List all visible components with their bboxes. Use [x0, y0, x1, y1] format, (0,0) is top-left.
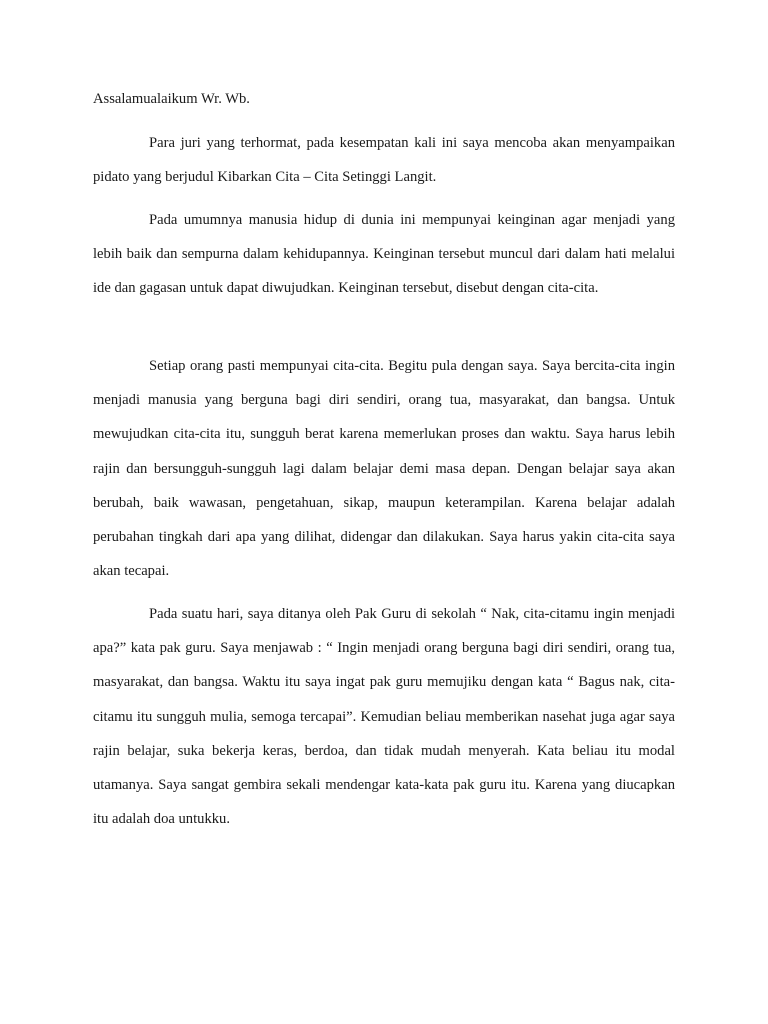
greeting-line: Assalamualaikum Wr. Wb.	[93, 91, 250, 107]
paragraph-teacher-story: Pada suatu hari, saya ditanya oleh Pak Guru di sekolah “ Nak, cita-citamu ingin menjadi apa?” kata pak guru. Saya menjawab : “ Ingin menjadi orang berguna bagi diri sendiri, orang tua, masyarakat, dan bangsa. Waktu itu saya ingat pak guru memujiku dengan kata “ Bagus nak, cita-citamu itu sungguh mulia, semoga tercapai”. Kemudian beliau memberikan nasehat juga agar saya rajin belajar, suka bekerja keras, berdoa, dan tidak mudah menyerah. Kata beliau itu modal utamanya. Saya sangat gembira sekali mendengar kata-kata pak guru itu. Karena yang diucapkan itu adalah doa untukku.	[93, 606, 675, 828]
paragraph-opening: Para juri yang terhormat, pada kesempatan kali ini saya mencoba akan menyampaikan pidato yang berjudul Kibarkan Cita – Cita Setinggi Langit.	[93, 135, 675, 186]
paragraph-aspiration: Pada umumnya manusia hidup di dunia ini mempunyai keinginan agar menjadi yang lebih baik dan sempurna dalam kehidupannya. Keinginan tersebut muncul dari dalam hati melalui ide dan gagasan untuk dapat diwujudkan. Keinginan tersebut, disebut dengan cita-cita.	[93, 212, 675, 297]
paragraph-personal-goal: Setiap orang pasti mempunyai cita-cita. Begitu pula dengan saya. Saya bercita-cita ingin menjadi manusia yang berguna bagi diri sendiri, orang tua, masyarakat, dan bangsa. Untuk mewujudkan cita-cita itu, sungguh berat karena memerlukan proses dan waktu. Saya harus lebih rajin dan bersungguh-sungguh lagi dalam belajar demi masa depan. Dengan belajar saya akan berubah, baik wawasan, pengetahuan, sikap, maupun keterampilan. Karena belajar adalah perubahan tingkah dari apa yang dilihat, didengar dan dilakukan. Saya harus yakin cita-cita saya akan tecapai.	[93, 358, 675, 580]
